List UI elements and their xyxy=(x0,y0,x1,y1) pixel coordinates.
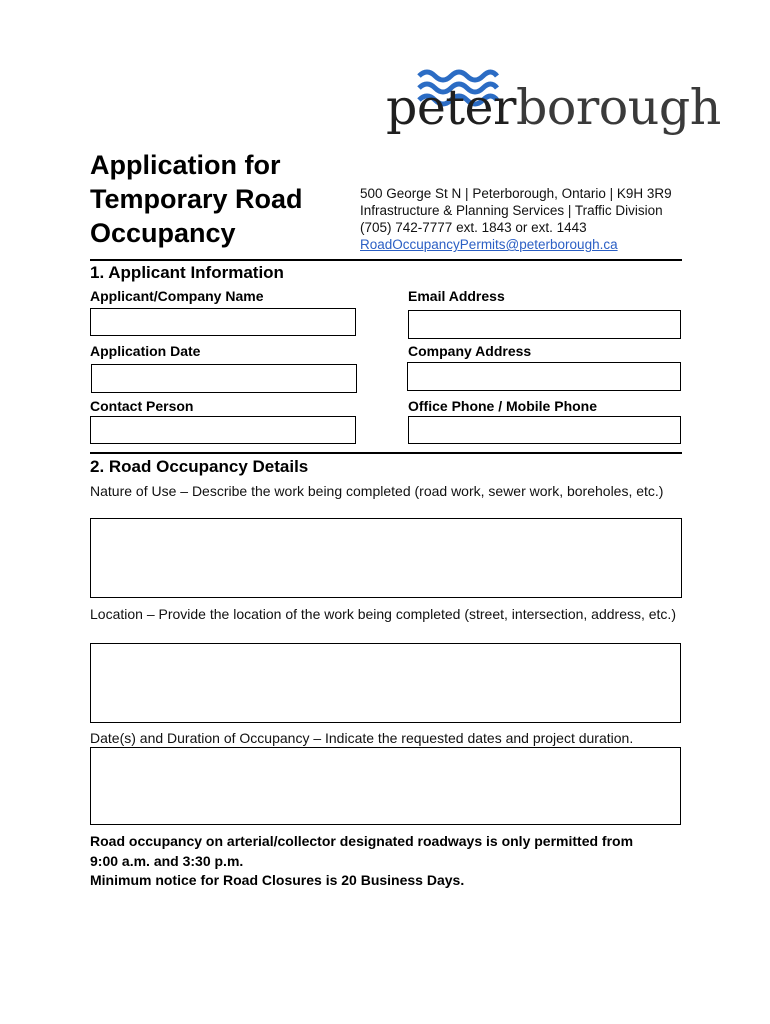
contact-person-field[interactable] xyxy=(90,416,356,444)
page-title xyxy=(90,148,350,250)
contact-info xyxy=(360,185,672,253)
contact-email-link[interactable]: RoadOccupancyPermits@peterborough.ca xyxy=(360,237,618,252)
notice-line-3: Minimum notice for Road Closures is 20 Business Days. xyxy=(90,872,465,888)
contact-address: 500 George St N | Peterborough, Ontario | K9H 3R9 xyxy=(360,186,672,201)
application-date-field[interactable] xyxy=(91,364,357,393)
title-line-1: Application for xyxy=(90,150,281,180)
notice-line-2: 9:00 a.m. and 3:30 p.m. xyxy=(90,852,244,869)
section-2-heading: 2. Road Occupancy Details xyxy=(90,457,309,476)
duration-textarea[interactable] xyxy=(90,747,681,825)
company-address-field[interactable] xyxy=(407,362,681,391)
title-line-3: Occupancy xyxy=(90,218,236,248)
logo-text-borough: borough xyxy=(515,79,721,136)
application-date-label: Application Date xyxy=(90,343,201,359)
phone-field[interactable] xyxy=(408,416,681,444)
contact-department: Infrastructure & Planning Services | Traffic Division xyxy=(360,203,663,218)
occupancy-notice xyxy=(90,832,690,891)
location-label: Location – Provide the location of the work being completed (street, intersection, address, etc.) xyxy=(90,606,676,622)
email-field[interactable] xyxy=(408,310,681,339)
section-divider xyxy=(90,259,682,261)
contact-phone: (705) 742-7777 ext. 1843 or ext. 1443 xyxy=(360,220,587,235)
notice-line-1: Road occupancy on arterial/collector designated roadways is only permitted from xyxy=(90,833,634,849)
contact-person-label: Contact Person xyxy=(90,398,194,414)
nature-of-use-textarea[interactable] xyxy=(90,518,682,598)
location-textarea[interactable] xyxy=(90,643,681,723)
section-divider xyxy=(90,452,682,454)
peterborough-logo xyxy=(386,78,721,138)
logo-text-peter: peter xyxy=(386,79,516,136)
applicant-name-field[interactable] xyxy=(90,308,356,336)
nature-of-use-label: Nature of Use – Describe the work being completed (road work, sewer work, boreholes, etc.) xyxy=(90,483,664,499)
phone-label: Office Phone / Mobile Phone xyxy=(408,398,598,414)
applicant-name-label: Applicant/Company Name xyxy=(90,288,264,304)
email-label: Email Address xyxy=(408,288,505,304)
title-line-2: Temporary Road xyxy=(90,184,303,214)
company-address-label: Company Address xyxy=(408,343,532,359)
section-1-heading: 1. Applicant Information xyxy=(90,263,284,282)
duration-label: Date(s) and Duration of Occupancy – Indicate the requested dates and project duration. xyxy=(90,730,634,746)
